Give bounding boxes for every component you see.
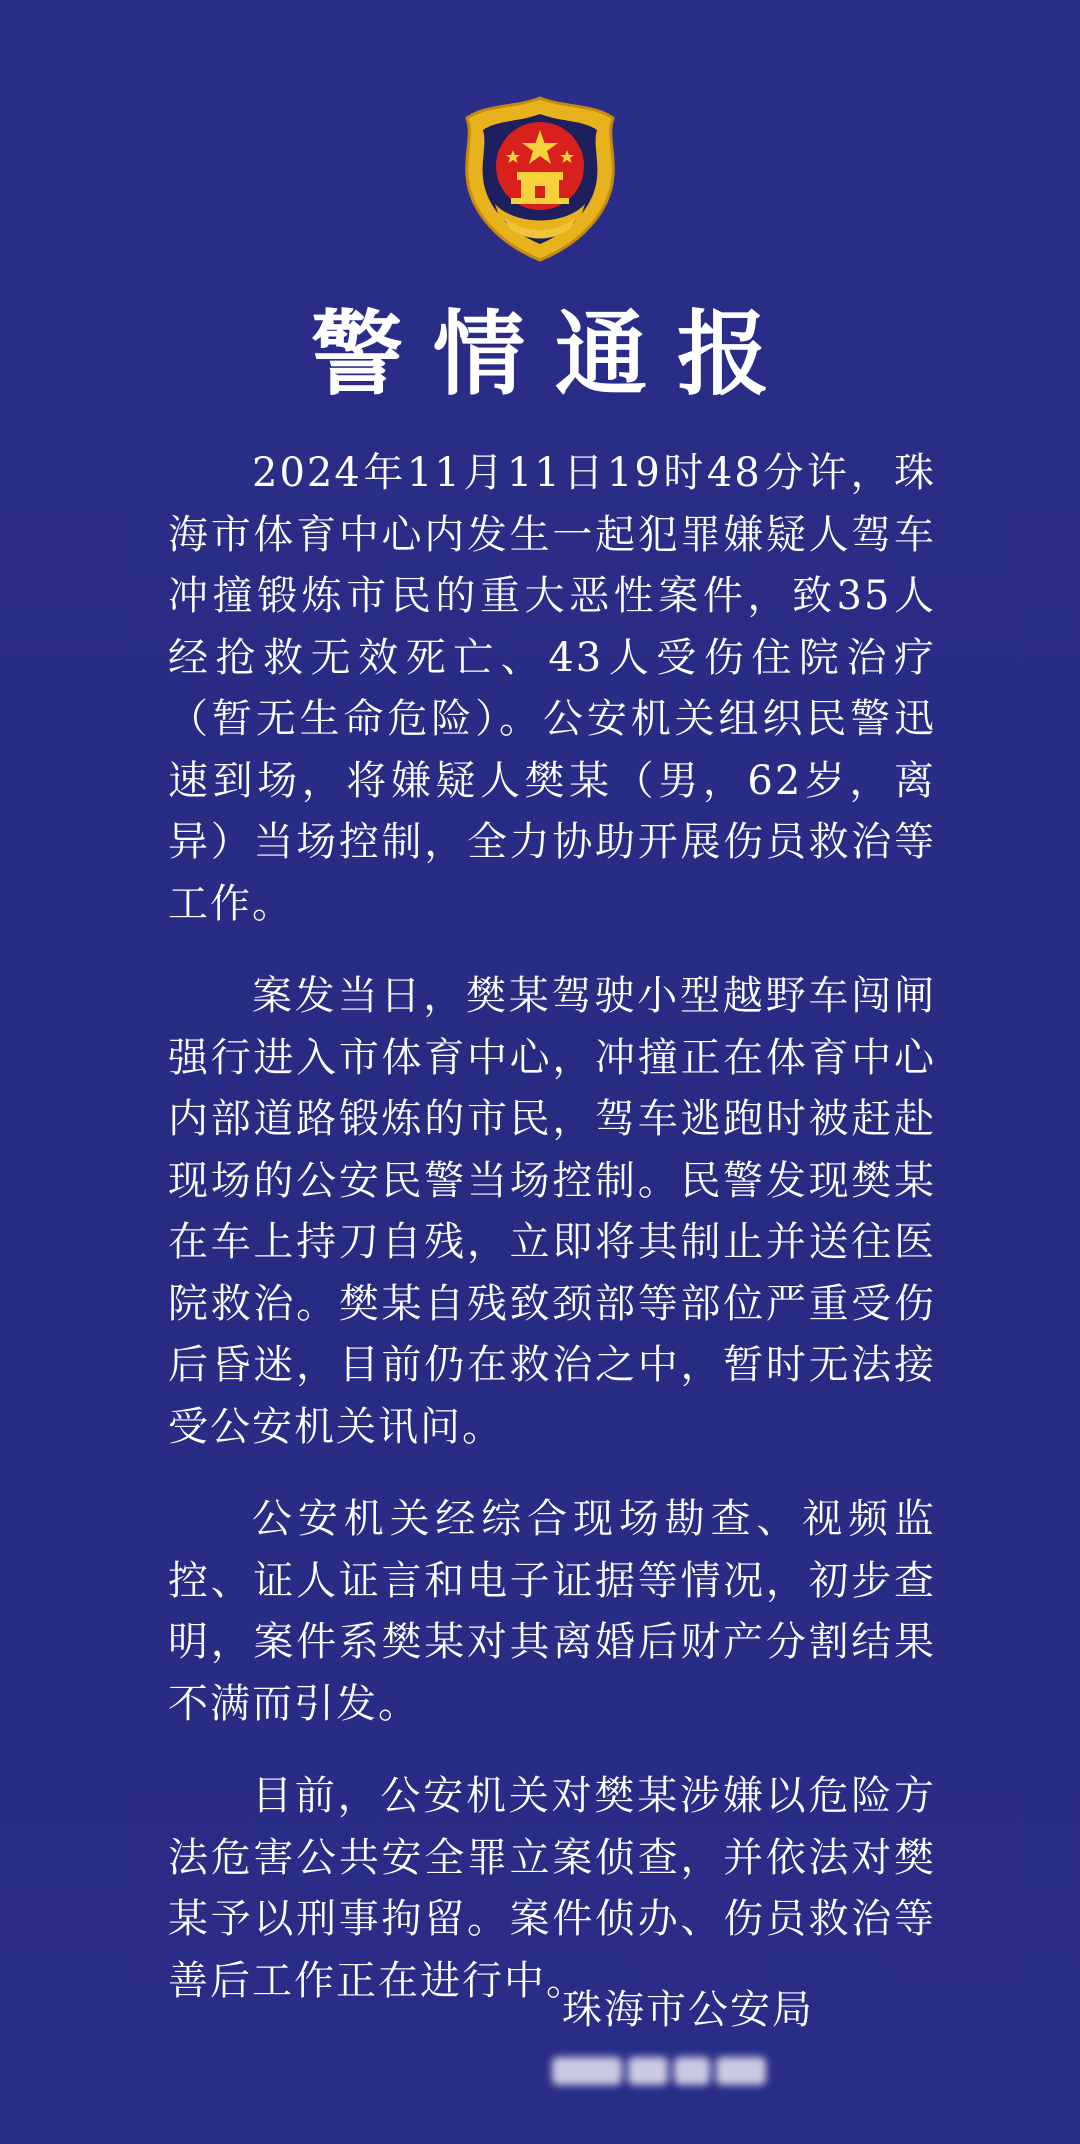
blurred-date (552, 2050, 792, 2092)
paragraph: 案发当日，樊某驾驶小型越野车闯闸强行进入市体育中心，冲撞正在体育中心内部道路锻炼的市民，驾车逃跑时被赶赴现场的公安民警当场控制。民警发现樊某在车上持刀自残，立即将其制止并送往医院救治。樊某自残致颈部等部位严重受伤后昏迷，目前仍在救治之中，暂时无法接受公安机关讯问。 (168, 973, 936, 1450)
police-emblem-icon (455, 94, 625, 264)
notice-body (168, 443, 936, 2043)
paragraph: 目前，公安机关对樊某涉嫌以危险方法危害公共安全罪立案侦查，并依法对樊某予以刑事拘留。案件侦办、伤员救治等善后工作正在进行中。 (168, 1773, 936, 2004)
issuer-signature: 珠海市公安局 (562, 1987, 814, 2033)
paragraph: 公安机关经综合现场勘查、视频监控、证人证言和电子证据等情况，初步查明，案件系樊某对其离婚后财产分割结果不满而引发。 (168, 1496, 936, 1727)
notice-title: 警情通报 (310, 301, 799, 408)
paragraph: 2024年11月11日19时48分许，珠海市体育中心内发生一起犯罪嫌疑人驾车冲撞锻炼市民的重大恶性案件，致35人经抢救无效死亡、43人受伤住院治疗（暂无生命危险）。公安机关组织民警迅速到场，将嫌疑人樊某（男，62岁，离异）当场控制，全力协助开展伤员救治等工作。 (168, 450, 936, 927)
